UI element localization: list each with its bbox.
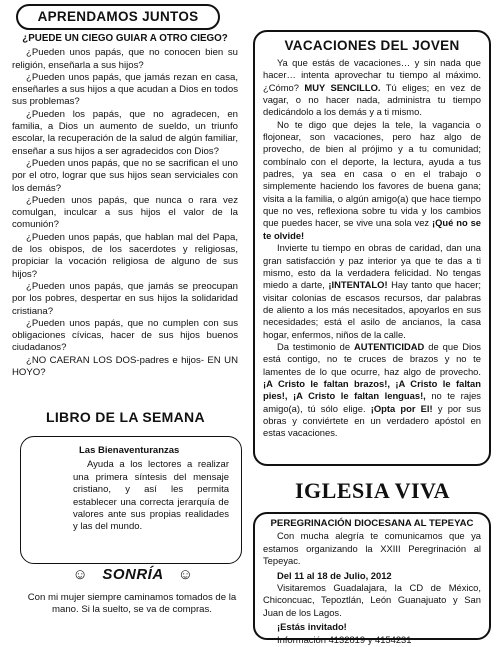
- aprendamos-heading: ¿PUEDE UN CIEGO GUIAR A OTRO CIEGO?: [22, 33, 228, 44]
- libro-description: Ayuda a los lectores a realizar una primera síntesis del mensaje cristiano, y así les permita establecer una correcta jerarquía de valores ante sus propias realidades y las del mundo.: [73, 459, 229, 533]
- sonria-heading: [48, 566, 218, 583]
- vacaciones-paragraph: Invierte tu tiempo en obras de caridad, dan una gran satisfacción y paz interior ya que te das a ti mismo, esto da la verdadera felicidad. No tengas miedo a darte, ¡INTENTALO! Hay tanto que hacer; visitar colonias de escasos recursos, dar palabras de aliento a los más necesitados, apoyarlos en sus necesidades; está el asilo de ancianos, la casa hogar, enfermos, niños de la calle.: [263, 242, 481, 340]
- aprendamos-paragraph: ¿Pueden unos papás, que no cumplen con sus obligaciones cívicas, hacer de sus hijos buenos ciudadanos?: [12, 317, 238, 354]
- vacaciones-paragraph: Da testimonio de AUTENTICIDAD de que Dios está contigo, no te cruces de brazos y no te lamentes de lo que ocurre, haz algo de provecho. ¡A Cristo le faltan brazos!, ¡A Cristo le faltan pies!, ¡A Cristo le faltan lenguas!, no te rajes amigo(a), tú sólo elige. ¡Opta por El! y por sus obras y conviértete en un verdadero apóstol en estas vacaciones.: [263, 340, 481, 439]
- peregrinacion-invite: ¡Estás invitado!: [277, 621, 347, 633]
- aprendamos-paragraph: ¿Pueden unos papás, que no se sacrifican el uno por el otro, lograr que sus hijos sean serviciales con los demás?: [12, 157, 238, 194]
- libro-box: [20, 436, 242, 564]
- aprendamos-paragraph: ¿Pueden unos papás, que hablan mal del Papa, de los obispos, de los sacerdotes y religiosas, propiciar la vocación religiosa de alguno de sus hijos?: [12, 231, 238, 280]
- peregrinacion-places: Visitaremos Guadalajara, la CD de México, Chiconcuac, Tepoztlán, León Guanajuato y San Juan de los Lagos.: [263, 582, 481, 618]
- aprendamos-paragraph: ¿Pueden unos papás, que no conocen bien su religión, enseñarla a sus hijos?: [12, 47, 238, 71]
- peregrinacion-title: PEREGRINACIÓN DIOCESANA AL TEPEYAC: [270, 518, 474, 529]
- libro-book-title: Las Bienaventuranzas: [79, 445, 180, 456]
- libro-heading: LIBRO DE LA SEMANA: [46, 409, 205, 425]
- peregrinacion-dates: Del 11 al 18 de Julio, 2012: [277, 569, 392, 581]
- aprendamos-paragraph: ¿Pueden los papás, que no agradecen, en familia, a Dios un aumento de sueldo, un triunfo escolar, la recuperación de la salud de algún familiar, enseñar a sus hijos a ser agradecidos con Dios?: [12, 108, 238, 157]
- vacaciones-box: [253, 30, 491, 466]
- aprendamos-paragraph: ¿NO CAERAN LOS DOS-padres e hijos- EN UN HOYO?: [12, 354, 238, 379]
- smiley-icon: ☺: [177, 566, 194, 583]
- aprendamos-paragraph: ¿Pueden unos papás, que jamás rezan en casa, enseñarles a sus hijos a que acudan a Dios en todos sus problemas?: [12, 71, 238, 108]
- sonria-title: SONRÍA: [102, 566, 164, 583]
- peregrinacion-box: [253, 512, 491, 645]
- smiley-icon: ☺: [72, 566, 89, 583]
- peregrinacion-intro: Con mucha alegría te comunicamos que ya estamos organizando la XXIII Peregrinación al Tepeyac.: [263, 530, 481, 567]
- vacaciones-paragraph: No te digo que dejes la tele, la vagancia o flojonear, son vacaciones, pero haz algo de provecho, de bien al prójimo y a tu comunidad; combínalo con el deporte, la lectura, ayuda a tus padres, ya sea en casa o en el trabajo o simplemente haciendo los favores de buena gana; visita a la familia, o algún amigo(a) que hace tiempo que no ves, reflexiona sobre tu vida y los cambios que puedes hacer, se vive una sola vez ¡Qué no se te olvide!: [263, 118, 481, 241]
- aprendamos-paragraph: ¿Pueden unos papás, que jamás se preocupan por los pobres, despertar en sus hijos la solidaridad cristiana?: [12, 280, 238, 317]
- aprendamos-title: APRENDAMOS JUNTOS: [16, 4, 220, 30]
- sonria-joke: Con mi mujer siempre caminamos tomados de la mano. Si la suelto, se va de compras.: [27, 592, 237, 616]
- vacaciones-paragraph: Ya que estás de vacaciones… y sin nada que hacer… intenta aprovechar tu tiempo al máximo. ¿Cómo? MUY SENCILLO. Tú eliges; en vez de vagar, o no hacer nada, administra tu tiempo dedicándolo a los demás y a ti mismo.: [263, 57, 481, 118]
- aprendamos-body: [12, 33, 238, 379]
- aprendamos-paragraph: ¿Pueden unos papás, que nunca o rara vez comulgan, inculcar a sus hijos el valor de la comunión?: [12, 194, 238, 231]
- peregrinacion-info: Información 4132819 y 4154231: [277, 633, 412, 645]
- iglesia-heading: IGLESIA VIVA: [295, 478, 450, 503]
- vacaciones-title: VACACIONES DEL JOVEN: [284, 38, 460, 53]
